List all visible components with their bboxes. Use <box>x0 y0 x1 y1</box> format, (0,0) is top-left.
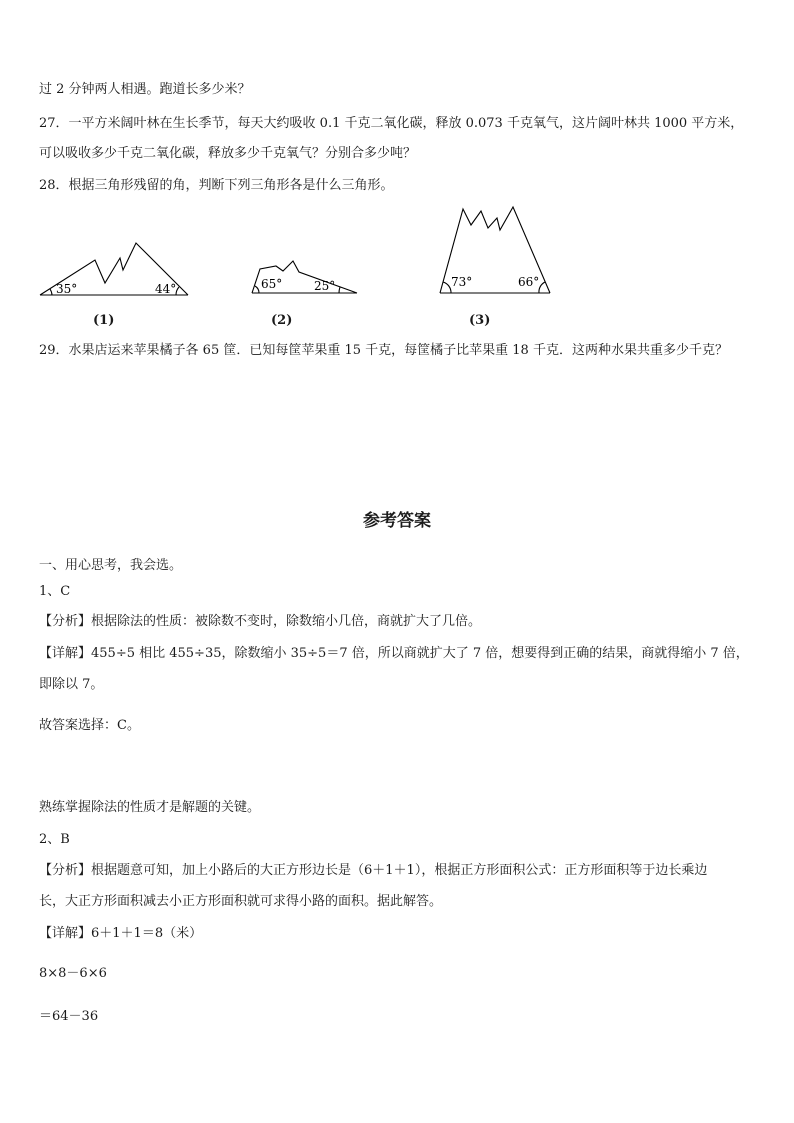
question-27-line-2: 可以吸收多少千克二氧化碳，释放多少千克氧气？分别合多少吨？ <box>39 146 417 161</box>
figure-1-angle-right: 44° <box>155 282 177 296</box>
question-28: 28．根据三角形残留的角，判断下列三角形各是什么三角形。 <box>39 178 394 193</box>
answer-title: 参考答案 <box>363 511 431 531</box>
figure-3-label: (3) <box>469 313 491 328</box>
answer-2-analysis-line-1: 【分析】根据题意可知，加上小路后的大正方形边长是（6＋1＋1），根据正方形面积公式：正方形面积等于边长乘边 <box>39 863 708 878</box>
answer-1-comment: 熟练掌握除法的性质才是解题的关键。 <box>39 800 261 815</box>
answer-section-heading: 一、用心思考，我会选。 <box>39 558 183 573</box>
answer-2-analysis-line-2: 长，大正方形面积减去小正方形面积就可求得小路的面积。据此解答。 <box>39 894 443 909</box>
question-continuation: 过 2 分钟两人相遇。跑道长多少米？ <box>39 82 251 97</box>
answer-1-detail-line-1: 【详解】455÷5 相比 455÷35，除数缩小 35÷5＝7 倍，所以商就扩大了 7 倍，想要得到正确的结果，商就得缩小 7 倍， <box>39 646 749 661</box>
answer-1-choice: 1、C <box>39 584 71 599</box>
figure-2-label: (2) <box>271 313 293 328</box>
figure-3-angle-left: 73° <box>451 275 473 289</box>
answer-1-conclusion: 故答案选择：C。 <box>39 718 140 733</box>
answer-2-detail: 【详解】6＋1＋1＝8（米） <box>39 926 203 941</box>
question-27-line-1: 27．一平方米阔叶林在生长季节，每天大约吸收 0.1 千克二氧化碳，释放 0.073 千克氧气，这片阔叶林共 1000 平方米， <box>39 116 744 131</box>
answer-1-analysis: 【分析】根据除法的性质：被除数不变时，除数缩小几倍，商就扩大了几倍。 <box>39 614 482 629</box>
question-29: 29．水果店运来苹果橘子各 65 筐．已知每筐苹果重 15 千克，每筐橘子比苹果重 18 千克．这两种水果共重多少千克？ <box>39 343 728 358</box>
figure-1-label: (1) <box>93 313 115 328</box>
figure-1-angle-left: 35° <box>56 282 78 296</box>
triangle-figures <box>0 200 794 310</box>
figure-2-angle-left: 65° <box>261 277 283 291</box>
answer-2-calc-2: ＝64－36 <box>39 1009 99 1024</box>
figure-3-angle-right: 66° <box>518 275 540 289</box>
answer-1-detail-line-2: 即除以 7。 <box>39 677 104 692</box>
answer-2-calc-1: 8×8－6×6 <box>39 966 107 981</box>
figure-2-angle-right: 25° <box>314 279 336 293</box>
answer-2-choice: 2、B <box>39 832 70 847</box>
